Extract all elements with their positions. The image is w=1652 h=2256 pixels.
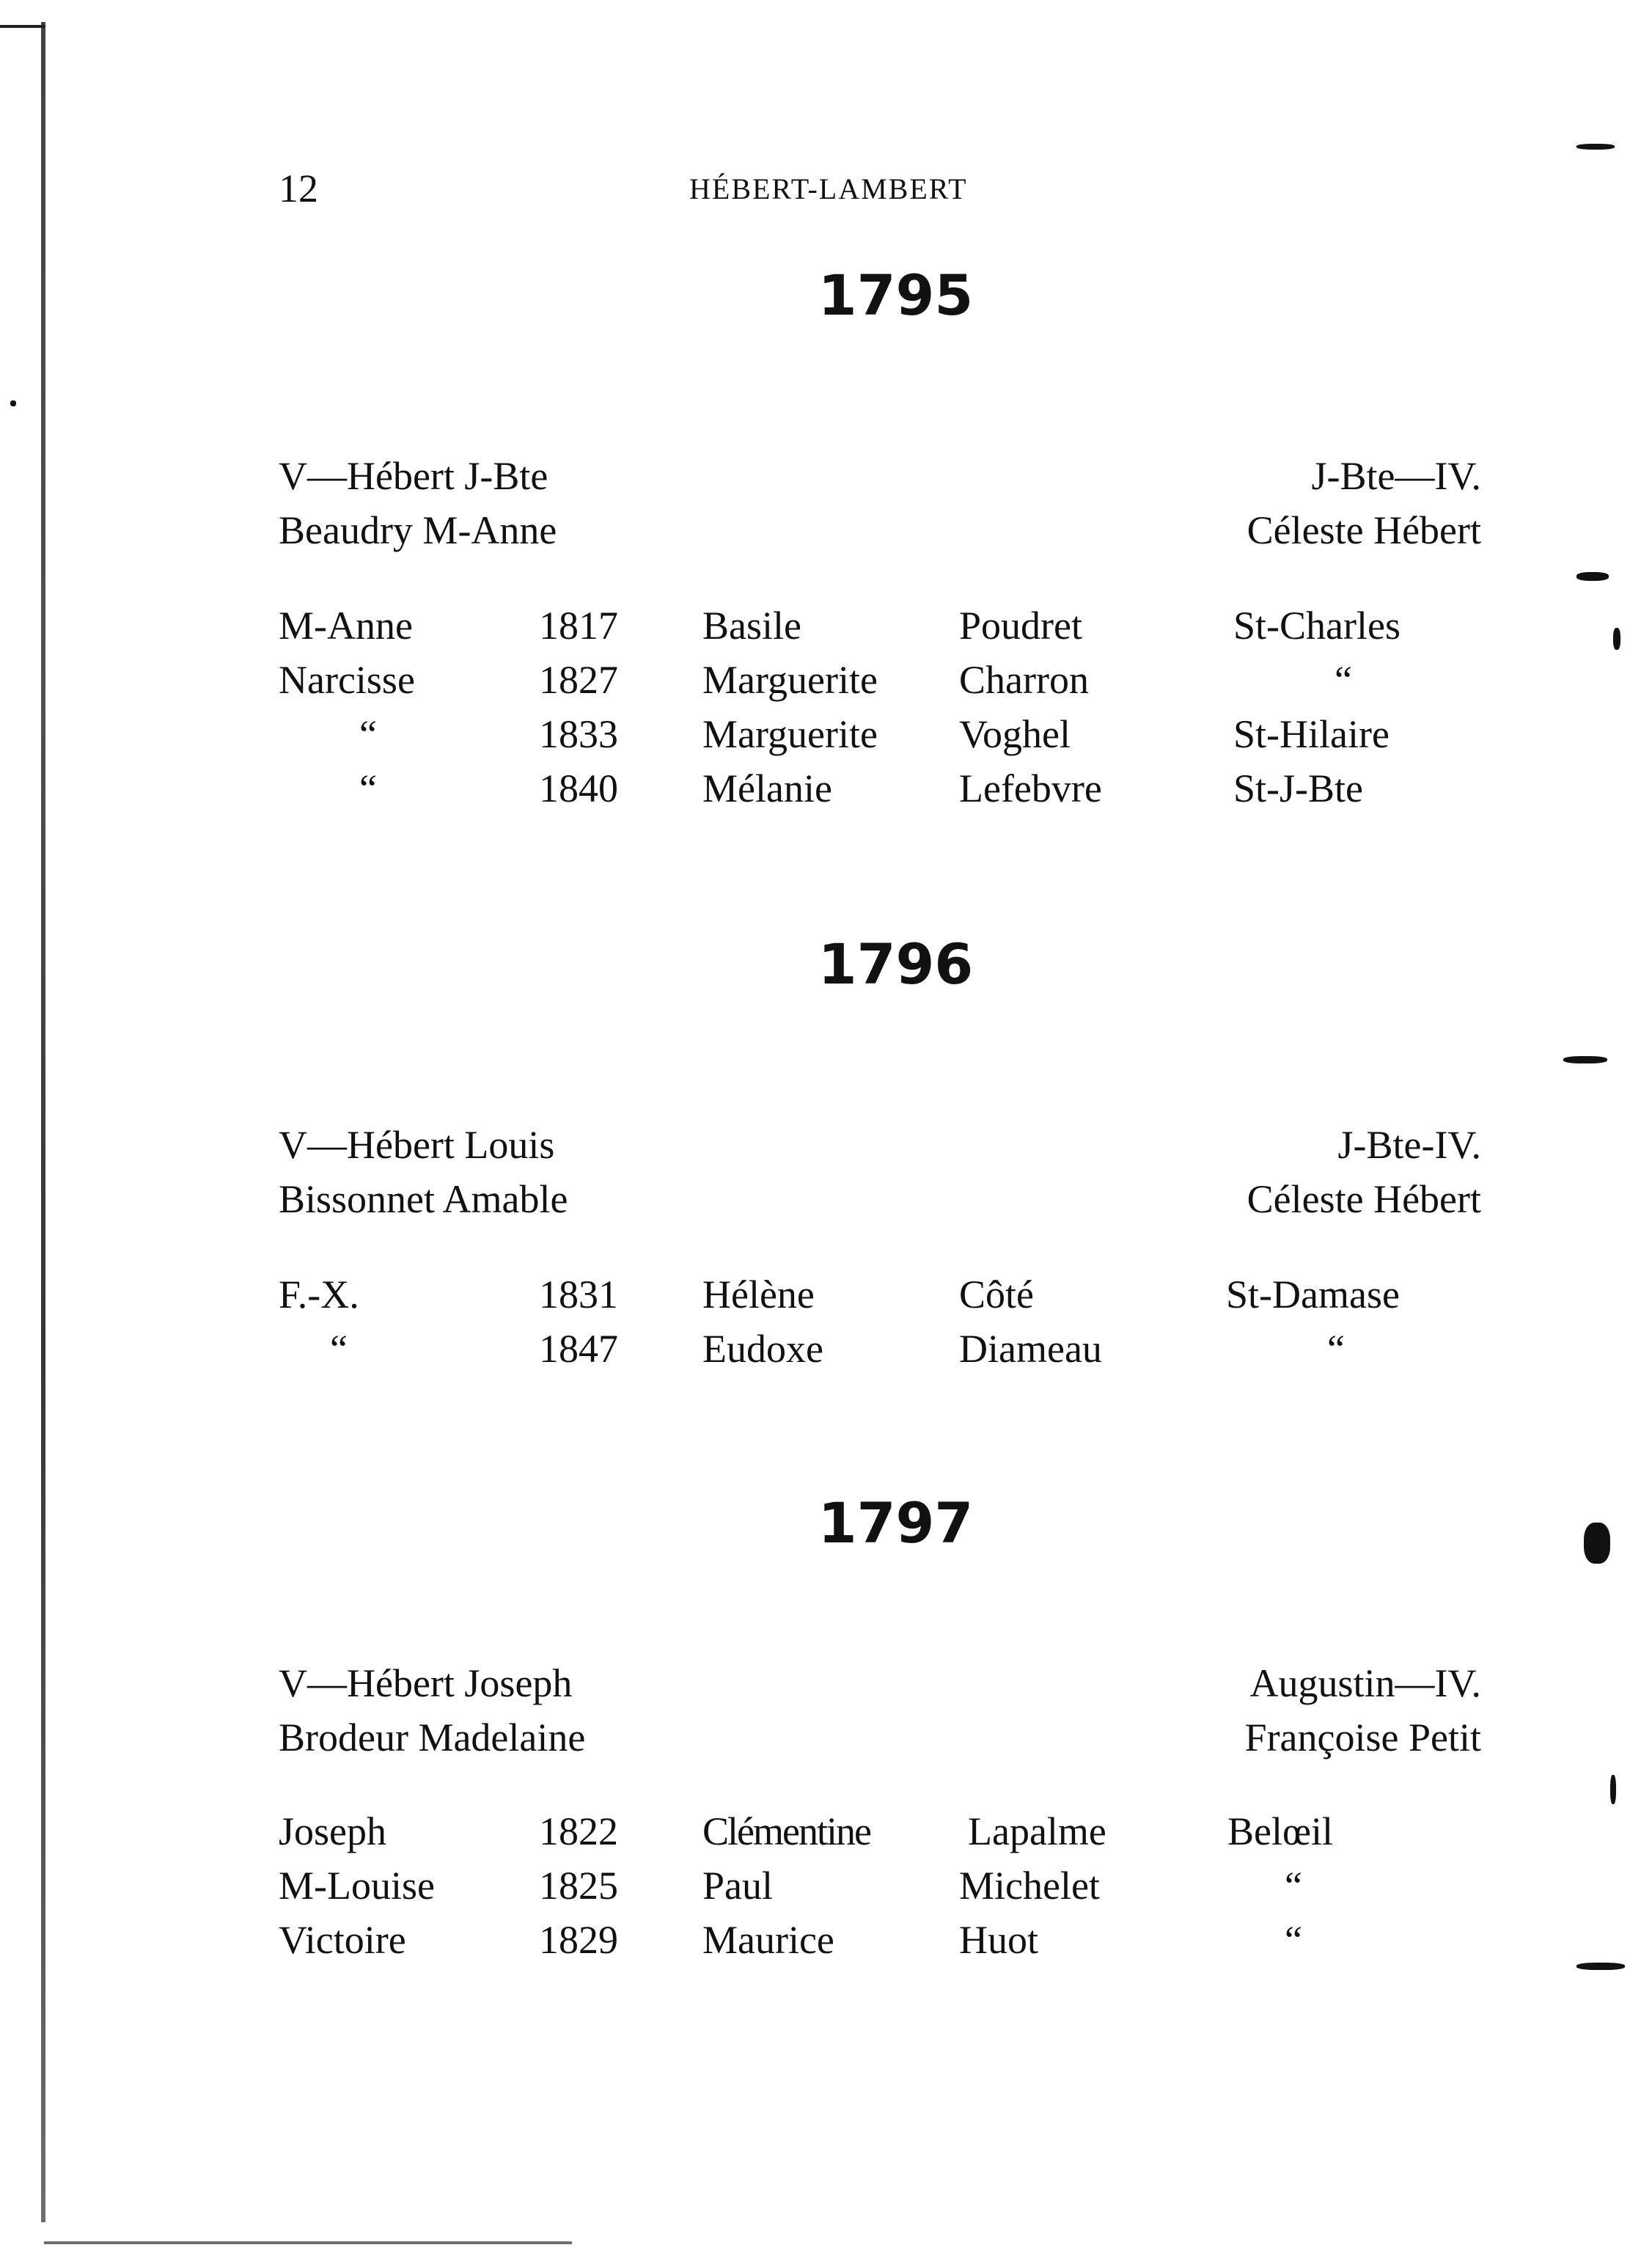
marriage-year: 1831	[539, 1272, 618, 1316]
child-name: Victoire	[279, 1918, 406, 1962]
marriage-place: “	[1335, 658, 1352, 702]
wife-name: Beaudry M-Anne	[279, 508, 557, 552]
spouse-surname: Lapalme	[968, 1809, 1106, 1853]
ink-speck	[1576, 1963, 1625, 1970]
marriage-place: St-Charles	[1233, 604, 1400, 648]
spouse-first-name: Mélanie	[702, 766, 832, 810]
section-year: 1797	[818, 1490, 974, 1556]
page-header	[279, 166, 1481, 217]
child-name: Joseph	[279, 1809, 386, 1853]
spouse-first-name: Maurice	[702, 1918, 834, 1962]
marriage-place: Belœil	[1227, 1809, 1333, 1853]
marriage-year: 1825	[539, 1864, 618, 1908]
wife-name: Bissonnet Amable	[279, 1177, 568, 1221]
family-row	[279, 1710, 1481, 1765]
mother-name: Françoise Petit	[1244, 1715, 1481, 1759]
child-row	[279, 598, 1481, 653]
children-list	[279, 1267, 1481, 1376]
child-name: “	[330, 1327, 348, 1371]
ink-speck	[10, 400, 16, 406]
marriage-place: St-Hilaire	[1233, 712, 1389, 756]
husband-parents: J-Bte—IV.	[1311, 454, 1481, 498]
marriage-year: 1827	[539, 658, 618, 702]
family-block	[279, 1118, 1481, 1226]
child-row	[279, 1267, 1481, 1322]
child-row	[279, 1322, 1481, 1376]
spouse-first-name: Basile	[702, 604, 801, 648]
child-row	[279, 1858, 1481, 1913]
family-row	[279, 1118, 1481, 1172]
child-row	[279, 1913, 1481, 1967]
marriage-year: 1822	[539, 1809, 618, 1853]
family-block	[279, 1656, 1481, 1765]
spouse-first-name: Hélène	[702, 1272, 815, 1316]
scan-edge-mark	[0, 25, 45, 28]
section-year: 1795	[818, 263, 974, 328]
family-row	[279, 1656, 1481, 1710]
spouse-first-name: Marguerite	[702, 712, 878, 756]
marriage-place: “	[1327, 1327, 1345, 1371]
child-row	[279, 707, 1481, 761]
spouse-surname: Huot	[959, 1918, 1038, 1962]
husband-name: V—Hébert Joseph	[279, 1661, 573, 1705]
child-row	[279, 761, 1481, 816]
page-number: 12	[279, 166, 318, 210]
spouse-surname: Michelet	[959, 1864, 1100, 1908]
child-row	[279, 1804, 1481, 1858]
children-list	[279, 598, 1481, 816]
spouse-surname: Côté	[959, 1272, 1034, 1316]
marriage-year: 1833	[539, 712, 618, 756]
spouse-surname: Charron	[959, 658, 1089, 702]
wife-name: Brodeur Madelaine	[279, 1715, 586, 1759]
family-row	[279, 1172, 1481, 1226]
ink-speck	[1576, 144, 1615, 150]
marriage-year: 1817	[539, 604, 618, 648]
spouse-first-name: Clémentine	[702, 1809, 870, 1853]
child-name: F.-X.	[279, 1272, 359, 1316]
ink-speck	[1613, 628, 1620, 650]
spouse-surname: Poudret	[959, 604, 1082, 648]
mother-name: Céleste Hébert	[1247, 508, 1481, 552]
children-list	[279, 1804, 1481, 1967]
marriage-place: “	[1285, 1864, 1302, 1908]
marriage-year: 1840	[539, 766, 618, 810]
child-name: Narcisse	[279, 658, 415, 702]
running-head: HÉBERT-LAMBERT	[689, 172, 968, 205]
spouse-first-name: Eudoxe	[702, 1327, 823, 1371]
family-row	[279, 503, 1481, 557]
spouse-surname: Diameau	[959, 1327, 1102, 1371]
scan-bottom-edge	[44, 2241, 572, 2244]
spouse-first-name: Marguerite	[702, 658, 878, 702]
spouse-surname: Voghel	[959, 712, 1071, 756]
family-row	[279, 449, 1481, 503]
husband-name: V—Hébert J-Bte	[279, 454, 548, 498]
husband-parents: J-Bte-IV.	[1337, 1123, 1481, 1167]
marriage-year: 1847	[539, 1327, 618, 1371]
ink-speck	[1563, 1056, 1607, 1063]
ink-speck	[1610, 1775, 1616, 1804]
mother-name: Céleste Hébert	[1247, 1177, 1481, 1221]
spouse-first-name: Paul	[702, 1864, 774, 1908]
child-name: M-Anne	[279, 604, 413, 648]
marriage-place: St-J-Bte	[1233, 766, 1364, 810]
marriage-place: “	[1285, 1918, 1302, 1962]
family-block	[279, 449, 1481, 557]
child-name: “	[359, 712, 377, 756]
ink-speck	[1576, 572, 1609, 581]
child-row	[279, 653, 1481, 707]
child-name: M-Louise	[279, 1864, 435, 1908]
child-name: “	[359, 766, 377, 810]
marriage-year: 1829	[539, 1918, 618, 1962]
husband-parents: Augustin—IV.	[1249, 1661, 1481, 1705]
section-year: 1796	[818, 931, 974, 997]
scan-binding-edge	[41, 22, 45, 2222]
spouse-surname: Lefebvre	[959, 766, 1102, 810]
marriage-place: St-Damase	[1226, 1272, 1400, 1316]
husband-name: V—Hébert Louis	[279, 1123, 555, 1167]
